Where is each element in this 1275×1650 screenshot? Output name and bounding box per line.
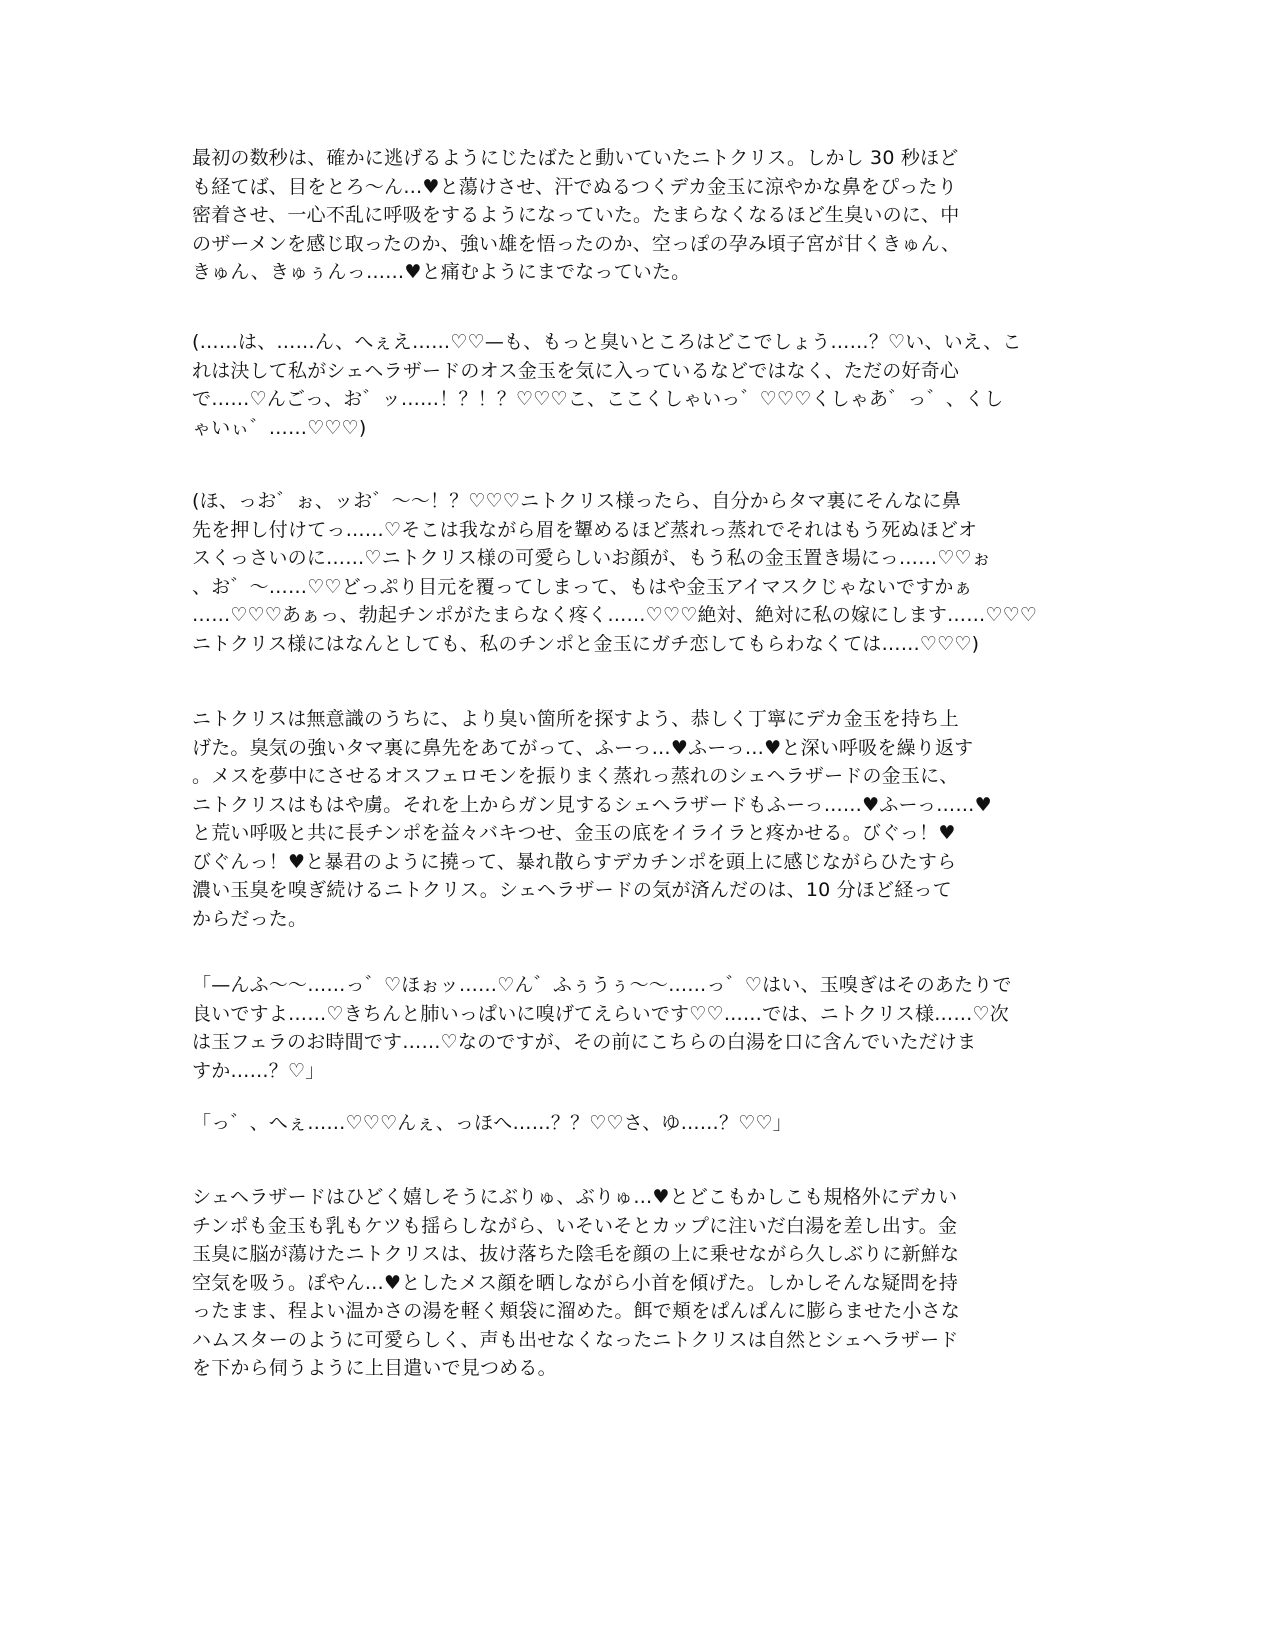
- text-line: れは決して私がシェヘラザードのオス金玉を気に入っているなどではなく、ただの好奇心: [192, 359, 960, 382]
- text-line: げた。臭気の強いタマ裏に鼻先をあてがって、ふーっ…♥ふーっ…♥と深い呼吸を繰り返す: [192, 736, 974, 759]
- text-line: のザーメンを感じ取ったのか、強い雄を悟ったのか、空っぽの孕み頃子宮が甘くきゅん、: [192, 232, 961, 255]
- text-line: ニトクリス様にはなんとしても、私のチンポと金玉にガチ恋してもらわなくては……♡♡♡): [192, 632, 980, 655]
- text-line: ニトクリスはもはや虜。それを上からガン見するシェヘラザードもふーっ……♥ふーっ……♥: [192, 793, 992, 816]
- text-line: (ほ、っお゛ぉ、ッお゛〜〜！？♡♡♡ニトクリス様ったら、自分からタマ裏にそんなに鼻: [192, 490, 961, 512]
- text-line: で……♡んごっ、お゛ッ……！？！？♡♡♡こ、ここくしゃいっ゛♡♡♡くしゃあ゛っ゛、くし: [192, 388, 1004, 410]
- paragraph-6: [192, 1109, 1032, 1138]
- text-line: も経てば、目をとろ〜ん…♥と蕩けさせ、汗でぬるつくデカ金玉に涼やかな鼻をぴったり: [192, 175, 957, 198]
- paragraph-1: [192, 144, 1032, 287]
- text-line: 良いですよ……♡きちんと肺いっぱいに嗅げてえらいです♡♡……では、ニトクリス様……♡次: [192, 1002, 1009, 1025]
- text-line: 濃い玉臭を嗅ぎ続けるニトクリス。シェヘラザードの気が済んだのは、10 分ほど経って: [192, 879, 952, 901]
- text-line: スくっさいのに……♡ニトクリス様の可愛らしいお顔が、もう私の金玉置き場にっ……♡♡ぉ: [192, 547, 991, 569]
- text-line: 。メスを夢中にさせるオスフェロモンを振りまく蒸れっ蒸れのシェヘラザードの金玉に、: [192, 765, 959, 787]
- paragraph-2: [192, 328, 1032, 442]
- text-line: ゃいぃ゛……♡♡♡): [192, 416, 367, 439]
- text-line: きゅん、きゅぅんっ……♥と痛むようにまでなっていた。: [192, 261, 691, 283]
- text-line: 最初の数秒は、確かに逃げるようにじたばたと動いていたニトクリス。しかし 30 秒ほど: [192, 147, 959, 169]
- paragraph-5: [192, 971, 1032, 1085]
- text-line: ハムスターのように可愛らしく、声も出せなくなったニトクリスは自然とシェヘラザード: [192, 1328, 959, 1351]
- text-line: 「っ゛、へぇ……♡♡♡んぇ、っほへ……？？♡♡さ、ゆ……？♡♡」: [192, 1112, 792, 1134]
- paragraph-4: [192, 705, 1032, 933]
- text-line: ったまま、程よい温かさの湯を軽く頬袋に溜めた。餌で頬をぱんぱんに膨らませた小さな: [192, 1300, 961, 1322]
- text-line: (……は、……ん、へぇえ……♡♡—も、もっと臭いところはどこでしょう……？♡い、いえ、こ: [192, 331, 1022, 353]
- text-line: びぐんっ！♥と暴君のように撓って、暴れ散らすデカチンポを頭上に感じながらひたすら: [192, 850, 957, 873]
- text-line: すか……？♡」: [192, 1059, 325, 1082]
- text-line: は玉フェラのお時間です……♡なのですが、その前にこちらの白湯を口に含んでいただけま: [192, 1031, 977, 1053]
- text-line: 空気を吸う。ぽやん…♥としたメス顔を晒しながら小首を傾げた。しかしそんな疑問を持: [192, 1271, 959, 1294]
- text-line: 密着させ、一心不乱に呼吸をするようになっていた。たまらなくなるほど生臭いのに、中: [192, 204, 960, 226]
- text-line: ニトクリスは無意識のうちに、より臭い箇所を探すよう、恭しく丁寧にデカ金玉を持ち上: [192, 708, 959, 730]
- text-line: 、お゛〜……♡♡どっぷり目元を覆ってしまって、もはや金玉アイマスクじゃないですかぁ: [192, 575, 973, 598]
- text-line: 「—んふ〜〜……っ゛♡ほぉッ……♡ん゛ふぅうぅ〜〜……っ゛♡はい、玉嗅ぎはそのあたりで: [192, 974, 1012, 996]
- paragraph-7: [192, 1183, 1032, 1383]
- text-line: 玉臭に脳が蕩けたニトクリスは、抜け落ちた陰毛を顔の上に乗せながら久しぶりに新鮮な: [192, 1243, 960, 1265]
- text-line: チンポも金玉も乳もケツも揺らしながら、いそいそとカップに注いだ白湯を差し出す。金: [192, 1214, 958, 1237]
- text-line: ……♡♡♡あぁっ、勃起チンポがたまらなく疼く……♡♡♡絶対、絶対に私の嫁にします……♡♡♡: [192, 604, 1038, 626]
- text-line: 先を押し付けてっ……♡そこは我ながら眉を顰めるほど蒸れっ蒸れでそれはもう死ぬほどオ: [192, 518, 978, 541]
- text-line: を下から伺うように上目遣いで見つめる。: [192, 1357, 557, 1379]
- paragraph-3: [192, 487, 1038, 658]
- text-line: シェヘラザードはひどく嬉しそうにぶりゅ、ぶりゅ…♥とどこもかしこも規格外にデカい: [192, 1186, 958, 1208]
- text-line: と荒い呼吸と共に長チンポを益々バキつせ、金玉の底をイライラと疼かせる。びぐっ！♥: [192, 822, 956, 844]
- text-line: からだった。: [192, 907, 308, 930]
